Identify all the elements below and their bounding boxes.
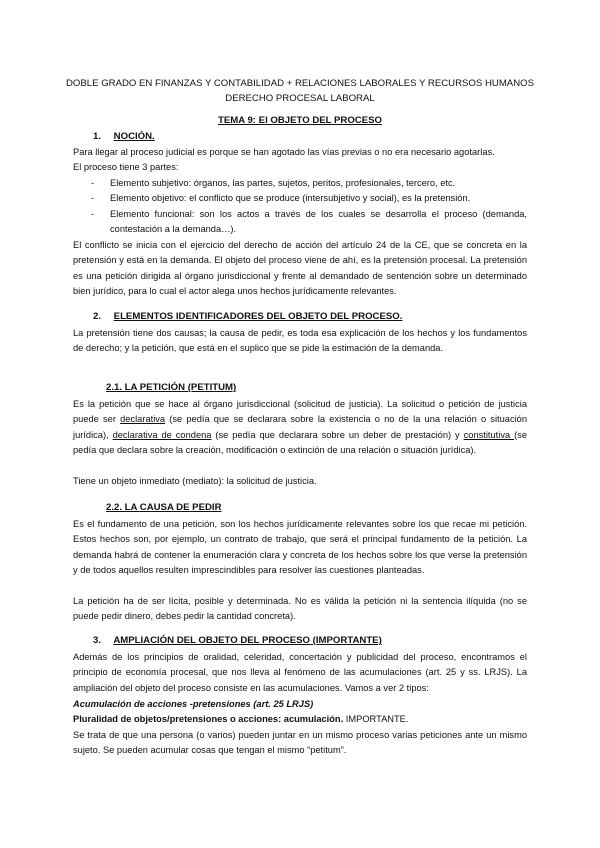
section-title: AMPLIACIÓN DEL OBJETO DEL PROCESO (IMPORTANTE) xyxy=(113,635,382,646)
section-title: NOCIÓN. xyxy=(113,131,155,142)
list-item: - Elemento funcional: son los actos a través de los cuales se desarrolla el proceso (demanda, contestación a la demanda…). xyxy=(88,207,527,238)
text-run: (se pedía que declara sobre la creación, modificación o extinción de una relación o situación jurídica). xyxy=(73,429,527,456)
paragraph: La pretensión tiene dos causas; la causa de pedir, es toda esa explicación de los hechos y los fundamentos de derecho; y la petición, que está en el suplico que se pide la estimación de la demanda. xyxy=(73,328,527,354)
section-title: ELEMENTOS IDENTIFICADORES DEL OBJETO DEL PROCESO. xyxy=(113,311,403,322)
course-title: DOBLE GRADO EN FINANZAS Y CONTABILIDAD + RELACIONES LABORALES Y RECURSOS HUMANOS xyxy=(66,78,534,89)
element-list xyxy=(88,176,527,238)
topic-title: TEMA 9: El OBJETO DEL PROCESO xyxy=(217,115,382,126)
section-2-heading xyxy=(93,311,402,322)
bold-text: Pluralidad de objetos/pretensiones o acciones: acumulación. xyxy=(73,714,344,724)
section-1-heading xyxy=(93,131,155,142)
section-number: 3. xyxy=(93,635,102,646)
paragraph: El proceso tiene 3 partes: xyxy=(73,162,179,172)
subject-title: DERECHO PROCESAL LABORAL xyxy=(225,93,375,104)
list-item: - Elemento subjetivo: órganos, las partes, sujetos, peritos, profesionales, tercero, etc. xyxy=(88,176,527,191)
paragraph: Tiene un objeto inmediato (mediato): la solicitud de justicia. xyxy=(73,476,317,486)
underlined-term: declarativa de condena xyxy=(112,429,212,440)
section-number: 1. xyxy=(93,131,102,142)
paragraph xyxy=(73,397,527,459)
underlined-term: constitutiva xyxy=(463,429,515,440)
text-run: Es la petición que se hace al órgano jurisdiccional (solicitud de justicia). La solicitud o petición de justicia puede ser xyxy=(73,399,527,425)
paragraph: La petición ha de ser lícita, posible y determinada. No es válida la petición ni la sentencia ilíquida (no se puede pedir dinero, debes pedir la cantidad concreta). xyxy=(73,596,527,622)
text-run: (se pedía que declarara sobre un deber de prestación) y xyxy=(211,429,464,440)
paragraph: El conflicto se inicia con el ejercicio del derecho de acción del artículo 24 de la CE, que se concreta en la pretensión y está en la demanda. El objeto del proceso viene de ahí, es la pretensión procesal. La pretensión es una petición dirigida al órgano jurisdiccional y frente al demandado de sentención sobre un determinado bien jurídico, para lo cual el actor alega unos hechos jurídicamente relevantes. xyxy=(73,240,527,297)
paragraph: Para llegar al proceso judicial es porque se han agotado las vías previas o no era necesario agotarlas. xyxy=(73,147,495,157)
paragraph xyxy=(73,712,527,727)
paragraph: Es el fundamento de una petición, son los hechos jurídicamente relevantes sobre los que recae mi petición. Estos hechos son, por ejemplo, un contrato de trabajo, que será el principal fundamento de la petición. La demanda habrá de contener la enumeración clara y concreta de los hechos sobre los que verse la pretensión y de todos aquellos resulten imprescindibles para resolver las cuestiones planteadas. xyxy=(73,519,527,576)
section-3-heading xyxy=(93,635,382,646)
subsection-2-1-heading: 2.1. LA PETICIÓN (PETITUM) xyxy=(106,382,237,393)
underlined-term: declarativa xyxy=(120,414,166,425)
list-item: - Elemento objetivo: el conflicto que se produce (intersubjetivo y social), es la pretensión. xyxy=(88,191,527,206)
text-run: IMPORTANTE. xyxy=(343,714,409,724)
section-number: 2. xyxy=(93,311,102,322)
text-run: (se pedía que se declarara sobre la existencia o no de la una relación o situación jurídica), xyxy=(73,414,528,440)
paragraph: Acumulación de acciones -pretensiones (art. 25 LRJS) xyxy=(73,699,314,709)
paragraph: Además de los principios de oralidad, celeridad, concertación y publicidad del proceso, encontramos el principio de economía procesal, que nos lleva al fenómeno de las acumulaciones (art. 25 y ss. LRJS). La ampliación del objeto del proceso consiste en las acumulaciones. Vamos a ver 2 tipos: xyxy=(73,652,527,693)
subsection-2-2-heading: 2.2. LA CAUSA DE PEDIR xyxy=(106,502,222,513)
paragraph: Se trata de que una persona (o varios) pueden juntar en un mismo proceso varias peticiones ante un mismo sujeto. Se pueden acumular cosas que tengan el mismo “petitum”. xyxy=(73,730,527,756)
